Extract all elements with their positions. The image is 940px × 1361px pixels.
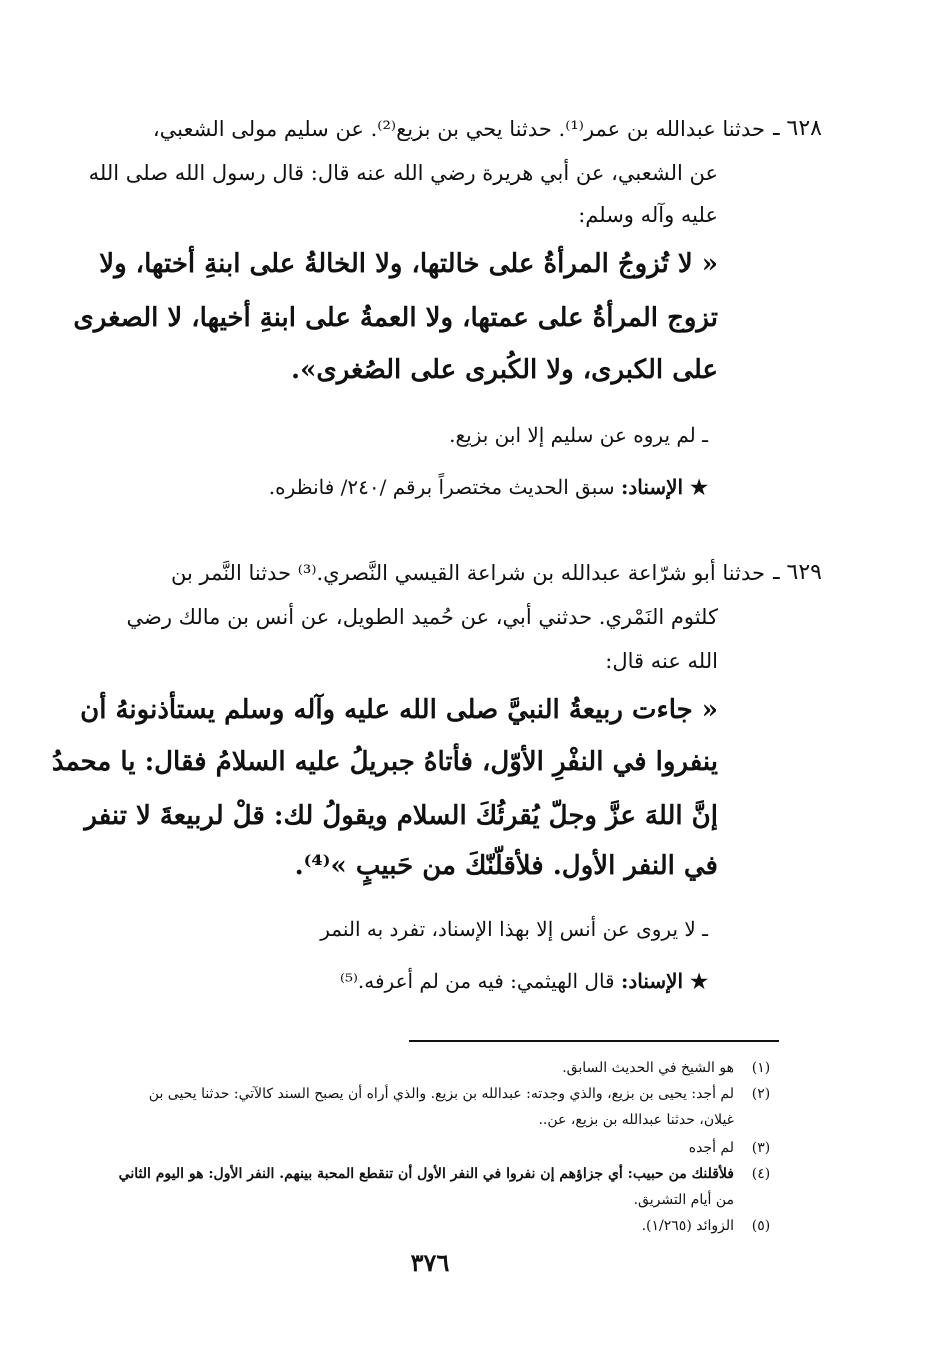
hadith-629-text-line3: إنَّ اللهَ عزَّ وجلّ يُقرئُكَ السلام ويقولُ لك: قلْ لربيعةَ لا تنفر [84,801,718,831]
footnote-2-text: لم أجد: يحيى بن بزيع، والذي وجدته: عبدالله بن بزيع. والذي أراه أن يصبح السند كالآتي: حدثنا يحيى بن [148,1086,734,1102]
hadith-629-chain-line2: كلثوم النَمْري. حدثني أبي، عن حُميد الطويل، عن أنس بن مالك رضي [126,605,718,629]
hadith-629-number: ٦٢٩ ـ [773,560,822,585]
hadith-628-note: ـ لم يروه عن سليم إلا ابن بزيع. [449,423,708,447]
footnote-2-continuation: غيلان، حدثنا عبدالله بن بزيع، عن.. [538,1112,734,1128]
hadith-628-chain-line3: عليه وآله وسلم: [578,203,718,227]
isnad-text: سبق الحديث مختصراً برقم /٢٤٠/ فانظره. [268,475,615,499]
hadith-628-text-line2: تزوج المرأةُ على عمتها، ولا العمةُ على ابنةِ أخيها، لا الصغرى [73,303,718,333]
footnote-4-number: (٤) [751,1166,771,1182]
hadith-628-text-line1: « لا تُزوجُ المرأةُ على خالتها، ولا الخالةُ على ابنةِ أختها، ولا [99,249,718,279]
hadith-629-text-line4: في النفر الأول. فلأقلّنّكَ من حَبيبٍ »⁽⁴⁾. [294,851,718,881]
footnote-1-number: (١) [751,1060,771,1076]
hadith-629-chain-line1: حدثنا أبو شرّاعة عبدالله بن شراعة القيسي النَّصري.⁽³⁾ حدثنا النَّمر بن [170,561,765,585]
isnad-label: ★ الإسناد: [620,969,708,993]
isnad-text: قال الهيثمي: فيه من لم أعرفه.⁽⁵⁾ [340,969,615,993]
page-number: ٣٧٦ [410,1248,450,1277]
hadith-629-chain-line3: الله عنه قال: [605,649,718,673]
footnote-3-number: (٣) [751,1140,771,1156]
footnote-4-continuation: من أيام التشريق. [633,1192,734,1208]
footnote-2-number: (٢) [751,1086,771,1102]
footnote-5-number: (٥) [751,1218,771,1234]
footnote-1-text: هو الشيخ في الحديث السابق. [562,1060,734,1076]
footnote-3-text: لم أجده [688,1140,734,1156]
footnote-4-text: فلأقلنك من حبيب: أي جزاؤهم إن نفروا في النفر الأول أن تنقطع المحبة بينهم. النفر الأول: هو اليوم الثاني [118,1166,734,1182]
hadith-628-number: ٦٢٨ ـ [773,116,822,141]
hadith-629-isnad [340,966,708,996]
hadith-628-isnad [269,472,708,502]
hadith-628-chain-line1: حدثنا عبدالله بن عمر⁽¹⁾. حدثنا يحي بن بزيع⁽²⁾. عن سليم مولى الشعبي، [152,117,765,141]
isnad-label: ★ الإسناد: [620,475,708,499]
hadith-628-chain-line2: عن الشعبي، عن أبي هريرة رضي الله عنه قال: قال رسول الله صلى الله [88,161,718,185]
hadith-628-text-line3: على الكبرى، ولا الكُبرى على الصُغرى». [291,355,718,385]
footnote-separator [409,1040,779,1042]
hadith-629-text-line1: « جاءت ربيعةُ النبيَّ صلى الله عليه وآله وسلم يستأذنونهُ أن [80,695,718,725]
footnote-5-text: الزوائد (١/٢٦٥). [641,1218,734,1234]
hadith-629-text-line2: ينفروا في النفْرِ الأوّل، فأتاهُ جبريلُ عليه السلامُ فقال: يا محمدُ [51,747,718,777]
hadith-629-note: ـ لا يروى عن أنس إلا بهذا الإسناد، تفرد به النمر [320,917,708,941]
